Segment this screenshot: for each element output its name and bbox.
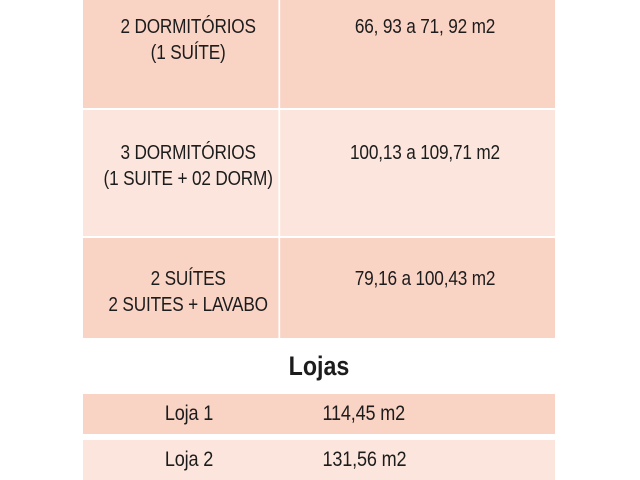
table-row-loja xyxy=(83,394,555,434)
loja-area-cell: 131,56 m2 xyxy=(322,448,407,471)
table-row xyxy=(83,110,555,236)
unit-area-cell: 66, 93 a 71, 92 m2 xyxy=(354,16,496,38)
unit-type-cell xyxy=(98,110,280,236)
area-table xyxy=(83,0,555,480)
table-row xyxy=(83,238,555,338)
unit-type-cell xyxy=(98,238,280,338)
unit-area-cell: 100,13 a 109,71 m2 xyxy=(350,142,500,164)
loja-area-cell: 114,45 m2 xyxy=(322,402,405,425)
unit-type-line1: 2 DORMITÓRIOS xyxy=(120,16,256,38)
unit-area-cell: 79,16 a 100,43 m2 xyxy=(354,268,496,290)
unit-type-line2: 2 SUITES + LAVABO xyxy=(108,294,268,316)
unit-type-cell xyxy=(98,0,280,108)
table-row xyxy=(83,0,555,108)
section-heading-lojas: Lojas xyxy=(288,351,350,381)
loja-name-cell: Loja 2 xyxy=(164,448,214,471)
unit-type-line2: (1 SUITE + 02 DORM) xyxy=(103,168,273,190)
unit-type-line1: 3 DORMITÓRIOS xyxy=(120,142,256,164)
loja-name-cell: Loja 1 xyxy=(164,402,214,425)
unit-type-line1: 2 SUÍTES xyxy=(150,268,226,290)
unit-type-line2: (1 SUÍTE) xyxy=(150,42,226,64)
table-row-loja xyxy=(83,440,555,480)
